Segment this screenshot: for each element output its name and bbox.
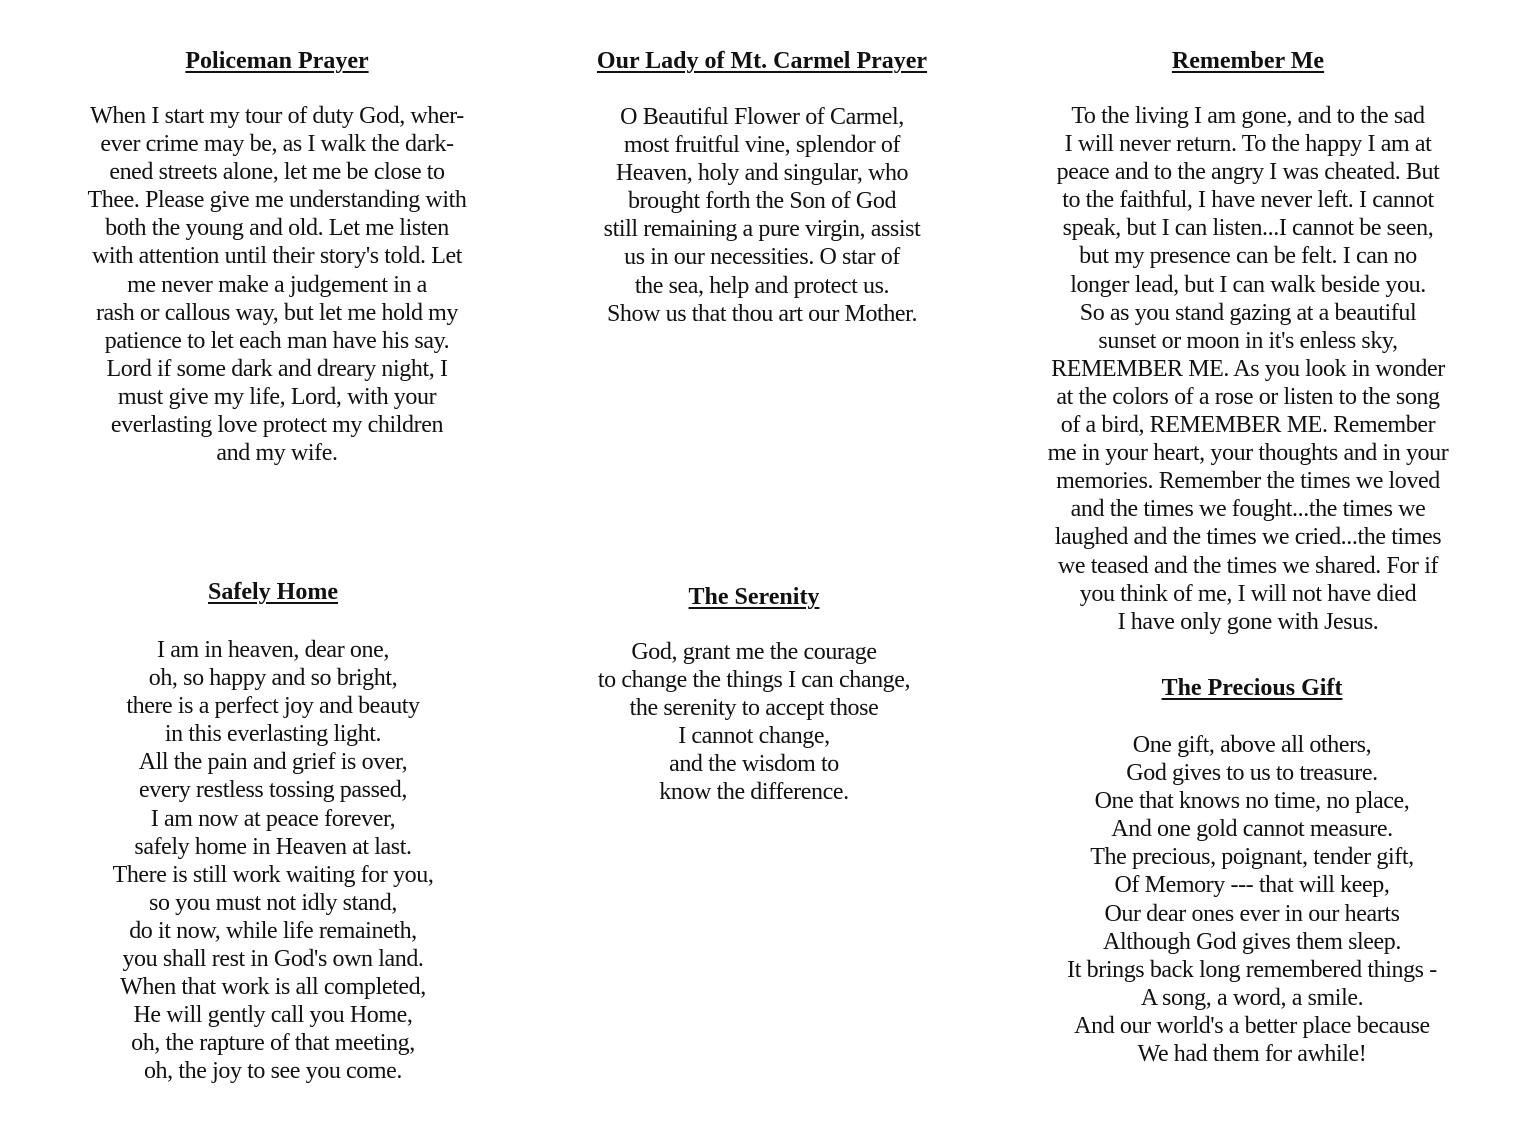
prayer-line: I will never return. To the happy I am at xyxy=(1064,131,1432,158)
prayer-line: to the faithful, I have never left. I cannot xyxy=(1062,187,1434,214)
prayer-title: Remember Me xyxy=(1171,48,1325,74)
prayer-line: Our dear ones ever in our hearts xyxy=(1104,900,1400,927)
prayer-line: we teased and the times we shared. For if xyxy=(1057,552,1439,579)
prayer-line: safely home in Heaven at last. xyxy=(134,833,412,860)
prayer-body xyxy=(1012,731,1492,1068)
prayer-line: and the times we fought...the times we xyxy=(1070,496,1426,523)
prayer-line: in this everlasting light. xyxy=(164,721,382,748)
prayer-body xyxy=(514,638,994,807)
prayer-line: you shall rest in God's own land. xyxy=(122,946,424,973)
prayer-line: We had them for awhile! xyxy=(1137,1041,1367,1068)
prayer-body xyxy=(33,636,513,1086)
prayer-line: God gives to us to treasure. xyxy=(1126,760,1378,787)
prayer-line: at the colors of a rose or listen to the song xyxy=(1056,383,1440,410)
prayer-line: All the pain and grief is over, xyxy=(138,749,408,776)
prayer-line: memories. Remember the times we loved xyxy=(1056,468,1440,495)
prayer-line: One gift, above all others, xyxy=(1132,732,1372,758)
prayer-line: do it now, while life remaineth, xyxy=(129,917,417,944)
prayer-line: peace and to the angry I was cheated. But xyxy=(1056,159,1440,186)
prayer-line: and my wife. xyxy=(216,440,338,467)
prayer-line: It brings back long remembered things - xyxy=(1067,956,1437,983)
prayer-line: The precious, poignant, tender gift, xyxy=(1090,844,1414,871)
prayer-line: Heaven, holy and singular, who xyxy=(615,160,909,187)
prayer-line: and the wisdom to xyxy=(669,751,839,778)
prayer-line: ened streets alone, let me be close to xyxy=(109,159,445,186)
prayer-line: REMEMBER ME. As you look in wonder xyxy=(1051,355,1445,382)
prayer-line: I am in heaven, dear one, xyxy=(157,637,389,663)
prayer-line: oh, the joy to see you come. xyxy=(143,1058,403,1085)
prayer-mt-carmel xyxy=(522,47,1002,328)
prayer-remember-me xyxy=(1008,47,1488,636)
prayer-line: but my presence can be felt. I can no xyxy=(1079,243,1417,270)
prayer-line: To the living I am gone, and to the sad xyxy=(1071,103,1425,129)
prayer-line: most fruitful vine, splendor of xyxy=(623,132,901,159)
prayer-body xyxy=(37,102,517,467)
prayer-line: Lord if some dark and dreary night, I xyxy=(106,355,448,382)
prayer-title: Policeman Prayer xyxy=(185,48,369,74)
prayer-line: oh, so happy and so bright, xyxy=(148,665,398,692)
prayer-line: brought forth the Son of God xyxy=(627,188,897,215)
prayer-line: laughed and the times we cried...the times xyxy=(1054,524,1442,551)
prayer-safely-home xyxy=(33,578,513,1086)
prayer-line: God, grant me the courage xyxy=(631,639,877,665)
prayer-line: there is a perfect joy and beauty xyxy=(126,693,420,720)
prayer-line: Although God gives them sleep. xyxy=(1103,928,1401,955)
prayer-line: every restless tossing passed, xyxy=(139,777,407,804)
prayer-title: The Serenity xyxy=(688,584,820,610)
prayer-line: I cannot change, xyxy=(678,723,830,750)
prayer-line: speak, but I can listen...I cannot be seen, xyxy=(1062,215,1434,242)
prayer-line: And our world's a better place because xyxy=(1074,1012,1430,1039)
prayer-precious-gift xyxy=(1012,674,1492,1068)
prayer-line: I am now at peace forever, xyxy=(150,805,396,832)
prayer-line: know the difference. xyxy=(659,779,849,806)
prayer-policeman xyxy=(37,47,517,467)
prayer-line: There is still work waiting for you, xyxy=(112,861,434,888)
prayer-line: with attention until their story's told. Let xyxy=(91,243,462,270)
prayer-line: me in your heart, your thoughts and in your xyxy=(1047,440,1449,467)
prayer-line: When I start my tour of duty God, wher- xyxy=(90,103,464,129)
prayer-line: must give my life, Lord, with your xyxy=(117,383,437,410)
prayer-line: you think of me, I will not have died xyxy=(1079,580,1417,607)
prayer-line: of a bird, REMEMBER ME. Remember xyxy=(1060,412,1436,439)
prayer-line: I have only gone with Jesus. xyxy=(1117,608,1379,635)
prayer-serenity xyxy=(514,583,994,807)
prayer-line: the serenity to accept those xyxy=(629,695,879,722)
prayer-line: When that work is all completed, xyxy=(120,974,426,1001)
prayer-line: One that knows no time, no place, xyxy=(1094,788,1410,815)
prayer-line: He will gently call you Home, xyxy=(133,1002,413,1029)
prayer-line: Show us that thou art our Mother. xyxy=(606,300,918,327)
prayer-line: patience to let each man have his say. xyxy=(104,327,450,354)
prayer-line: And one gold cannot measure. xyxy=(1111,816,1393,843)
prayer-title: Our Lady of Mt. Carmel Prayer xyxy=(596,48,928,74)
prayer-line: longer lead, but I can walk beside you. xyxy=(1070,271,1426,298)
prayer-line: So as you stand gazing at a beautiful xyxy=(1079,299,1417,326)
prayer-line: us in our necessities. O star of xyxy=(624,244,900,271)
prayer-title: Safely Home xyxy=(208,579,338,605)
prayer-line: ever crime may be, as I walk the dark- xyxy=(100,131,454,158)
prayer-line: rash or callous way, but let me hold my xyxy=(95,299,459,326)
prayer-line: Thee. Please give me understanding with xyxy=(87,187,467,214)
prayer-line: to change the things I can change, xyxy=(597,667,911,694)
prayer-body xyxy=(522,103,1002,328)
prayer-line: me never make a judgement in a xyxy=(127,271,427,298)
prayer-line: sunset or moon in it's enless sky, xyxy=(1098,327,1398,354)
prayer-body xyxy=(1008,102,1488,636)
prayer-line: still remaining a pure virgin, assist xyxy=(603,216,921,243)
prayer-line: everlasting love protect my children xyxy=(110,412,444,439)
prayer-line: the sea, help and protect us. xyxy=(634,272,890,299)
prayer-line: A song, a word, a smile. xyxy=(1140,984,1364,1011)
prayer-title: The Precious Gift xyxy=(1161,675,1343,701)
prayer-line: so you must not idly stand, xyxy=(149,889,397,916)
prayer-line: Of Memory --- that will keep, xyxy=(1114,872,1390,899)
prayer-line: oh, the rapture of that meeting, xyxy=(131,1030,415,1057)
prayer-line: O Beautiful Flower of Carmel, xyxy=(620,104,904,130)
prayer-line: both the young and old. Let me listen xyxy=(105,215,449,242)
